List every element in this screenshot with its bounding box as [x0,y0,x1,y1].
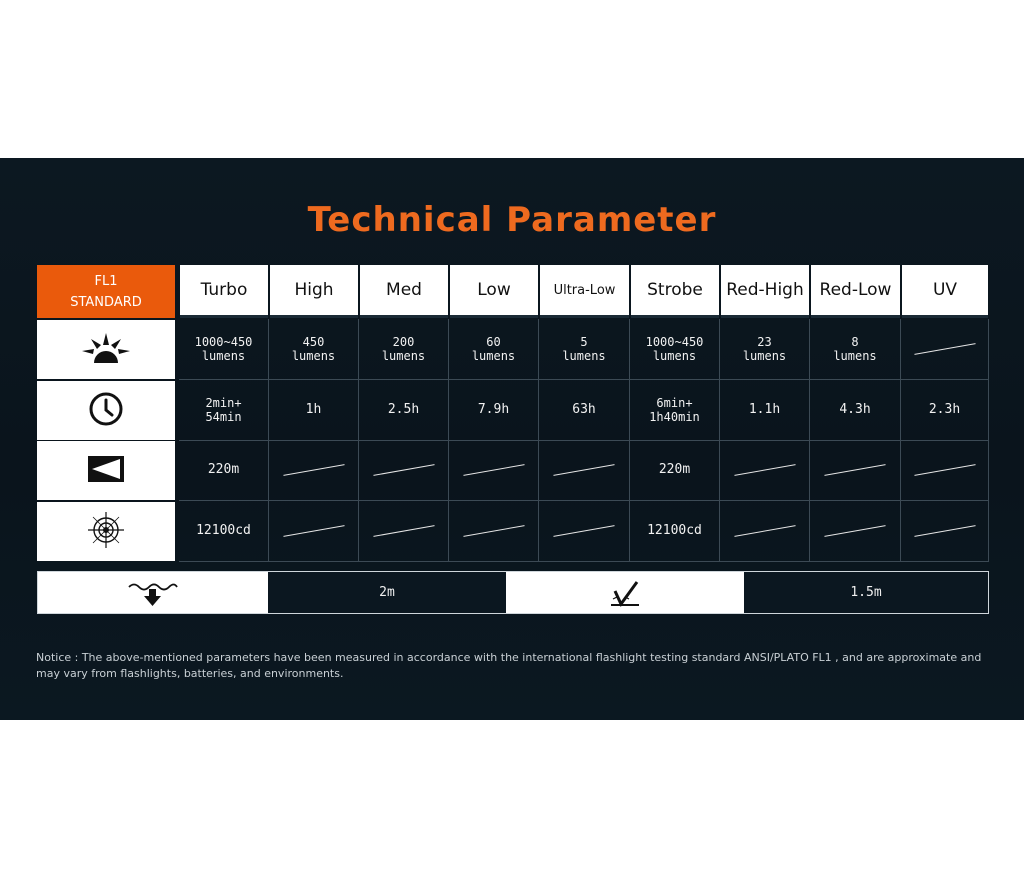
value-line: 200 [392,335,415,349]
not-applicable-dash [734,525,795,537]
value-line: 54min [205,410,242,424]
value-text [472,335,515,363]
mode-header-high: High [270,265,358,318]
mode-header-turbo: Turbo [180,265,268,318]
not-applicable-dash [553,525,614,537]
value-line: lumens [652,349,697,363]
value-cell-turbo [179,380,269,441]
not-applicable-cell [269,440,359,501]
value-text [659,463,690,477]
value-cell-strobe [630,380,720,441]
standard-line2: STANDARD [70,294,142,310]
not-applicable-dash [373,525,434,537]
value-line: 1000~450 [645,335,704,349]
not-applicable-dash [283,525,344,537]
value-line: 60 [486,335,501,349]
value-text [388,403,419,417]
value-cell-ultra-low [539,319,630,380]
value-line: lumens [833,349,877,363]
brightness-icon [78,331,134,369]
not-applicable-cell [449,501,539,562]
runtime-clock-icon [88,391,124,431]
value-cell-ultra-low [539,380,630,441]
not-applicable-cell [810,501,901,562]
not-applicable-cell [901,319,989,380]
value-cell-high [269,319,359,380]
value-line: 2.5h [387,402,420,417]
not-applicable-dash [734,464,795,476]
value-line: lumens [562,349,606,363]
value-cell-med [359,380,449,441]
not-applicable-cell [269,501,359,562]
value-text [196,524,251,538]
standard-line1: FL1 [94,273,118,289]
page-title: Technical Parameter [307,200,717,240]
value-line: lumens [291,349,336,363]
value-text [839,403,870,417]
value-text [478,403,509,417]
value-text [749,403,780,417]
mode-header-ultra-low: Ultra-Low [540,265,629,318]
value-text [205,396,241,424]
value-line: 12100cd [647,523,702,538]
value-line: 2min+ [205,396,242,410]
value-cell-turbo [179,501,269,562]
row-icon-cell [37,441,175,500]
value-text [195,335,253,363]
value-text [929,403,960,417]
value-cell-strobe [630,501,720,562]
value-cell-red-low [810,319,901,380]
impact-resistance-icon [607,578,643,608]
value-text [382,335,425,363]
not-applicable-dash [914,464,975,476]
not-applicable-dash [914,343,975,355]
value-text [572,403,595,417]
value-line: lumens [201,349,246,363]
value-text [292,335,335,363]
value-line: 12100cd [196,523,251,538]
durability-row [37,571,989,614]
value-line: 1000~450 [194,335,253,349]
not-applicable-cell [720,440,810,501]
value-text [646,335,704,363]
not-applicable-cell [810,440,901,501]
value-cell-uv [901,380,989,441]
value-text [562,335,605,363]
row-icon-cell [37,320,175,379]
not-applicable-cell [901,501,989,562]
peak-intensity-icon [87,511,125,553]
value-cell-red-high [720,380,810,441]
value-line: 450 [302,335,325,349]
not-applicable-cell [720,501,810,562]
value-cell-turbo [179,440,269,501]
mode-header-uv: UV [902,265,988,318]
mode-header-med: Med [360,265,448,318]
not-applicable-cell [359,440,449,501]
waterproof-value: 2m [379,585,395,600]
not-applicable-dash [463,525,524,537]
not-applicable-cell [449,440,539,501]
value-line: 23 [757,335,772,349]
value-line: 63h [572,402,596,417]
value-cell-red-high [720,319,810,380]
not-applicable-dash [463,464,524,476]
value-line: 220m [207,462,240,477]
mode-header-strobe: Strobe [631,265,719,318]
value-text [833,335,876,363]
value-text [208,463,239,477]
not-applicable-cell [359,501,449,562]
value-cell-med [359,319,449,380]
waterproof-icon [127,579,179,607]
not-applicable-dash [283,464,344,476]
value-line: lumens [742,349,787,363]
notice-text: Notice : The above-mentioned parameters have been measured in accordance with the international flashlight testing standard ANSI/PLATO FL1 , and are approximate and may vary from flashlights, batteries, and environments. [36,651,982,680]
not-applicable-cell [539,440,630,501]
value-cell-low [449,319,539,380]
impact-cell [506,572,744,613]
mode-header-low: Low [450,265,538,318]
beam-distance-icon [86,454,126,488]
value-line: 2.3h [928,402,961,417]
impact-value: 1.5m [850,585,882,600]
mode-header-red-high: Red-High [721,265,809,318]
value-text [743,335,786,363]
not-applicable-dash [824,464,885,476]
value-line: 8 [851,335,859,349]
value-cell-red-low [810,380,901,441]
waterproof-cell [38,572,268,613]
standard-badge [37,265,175,318]
value-line: lumens [381,349,426,363]
not-applicable-dash [824,525,885,537]
row-icon-cell [37,502,175,561]
not-applicable-dash [914,525,975,537]
value-line: lumens [471,349,516,363]
not-applicable-cell [901,440,989,501]
row-icon-cell [37,381,175,440]
value-line: 5 [580,335,588,349]
value-cell-strobe [630,319,720,380]
value-line: 1.1h [748,402,781,417]
value-text [649,396,700,424]
value-cell-high [269,380,359,441]
mode-header-red-low: Red-Low [811,265,900,318]
value-cell-low [449,380,539,441]
not-applicable-dash [373,464,434,476]
value-line: 220m [658,462,691,477]
value-text [647,524,702,538]
not-applicable-dash [553,464,614,476]
value-text [306,403,322,417]
value-line: 1h40min [649,410,700,424]
value-line: 6min+ [656,396,693,410]
value-line: 7.9h [477,402,510,417]
value-line: 4.3h [839,402,871,417]
value-line: 1h [305,402,322,417]
not-applicable-cell [539,501,630,562]
value-cell-turbo [179,319,269,380]
value-cell-strobe [630,440,720,501]
